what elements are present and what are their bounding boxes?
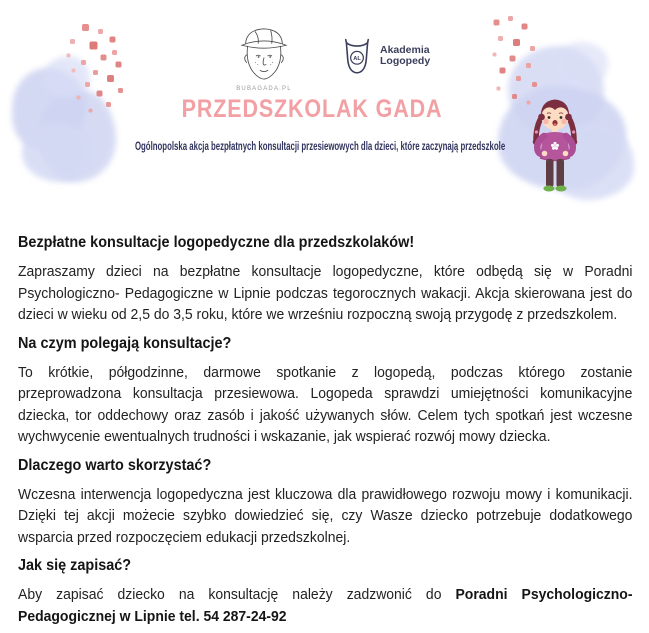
section-heading: Bezpłatne konsultacje logopedyczne dla przedszkolaków! (18, 234, 415, 251)
signup-text: Aby zapisać dziecko na konsultację należy zadzwonić do (18, 586, 456, 603)
akademia-badge-text: AL (353, 56, 361, 63)
section-heading: Jak się zapisać? (18, 557, 132, 574)
section-intro (18, 233, 632, 326)
signup-contact: Poradni Psychologiczno- Pedagogicznej w Lipnie tel. 54 287-24-92 (18, 586, 633, 625)
flyer-title: PRZEDSZKOLAK GADA (181, 95, 443, 123)
bubagada-logo (232, 24, 296, 92)
section-heading: Dlaczego warto skorzystać? (18, 456, 212, 474)
girl-illustration (518, 90, 592, 202)
bubagada-logo-label: BUBAGADA.PL (236, 86, 292, 92)
boy-face-sketch-icon (232, 24, 296, 80)
section-paragraph: Wczesna interwencja logopedyczna jest kluczowa dla prawidłowego rozwoju mowy i komunikacji. Dzięki tej akcji możecie szybko dowiedzieć się, czy Wasze dziecko potrzebuje dodatkowego wsparcia przed rozpoczęciem edukacji przedszkolnej. (18, 485, 633, 546)
tooth-badge-icon (342, 36, 372, 76)
flyer-body (18, 233, 632, 627)
confetti-dots-left (0, 0, 1, 1)
confetti-dots-right (488, 10, 489, 11)
section-signup (18, 556, 632, 627)
section-paragraph: To krótkie, półgodzinne, darmowe spotkanie z logopedą, podczas którego zostanie przeprowadzona konsultacja przesiewowa. Logopeda sprawdzi umiejętności komunikacyjne dziecka, tor oddechowy oraz zasób i jakość używanych słów. Celem tych spotkań jest wczesne wychwycenie ewentualnych trudności i wskazanie, jak wspierać rozwój mowy dziecka. (18, 363, 633, 445)
flyer-subtitle: Ogólnopolska akcja bezpłatnych konsultacji przesiewowych dla dzieci, które zaczynają przedszkole (134, 141, 506, 153)
signup-paragraph (18, 584, 632, 627)
akademia-logo-text: Akademia Logopedy (380, 43, 431, 67)
flyer-header (0, 0, 649, 220)
section-why (18, 456, 632, 549)
section-paragraph: Zapraszamy dzieci na bezpłatne konsultacje logopedyczne, które odbędą się w Poradni Psychologiczno- Pedagogiczne w Lipnie podczas tegorocznych wakacji. Akcja skierowana jest do dzieci w wieku od 2,5 do 3,5 roku, które we wrześniu rozpoczną swoją przygodę z przedszkolem. (18, 263, 633, 323)
section-heading: Na czym polegają konsultacje? (18, 334, 232, 352)
section-what (18, 334, 632, 448)
akademia-logopedy-logo (342, 36, 430, 76)
